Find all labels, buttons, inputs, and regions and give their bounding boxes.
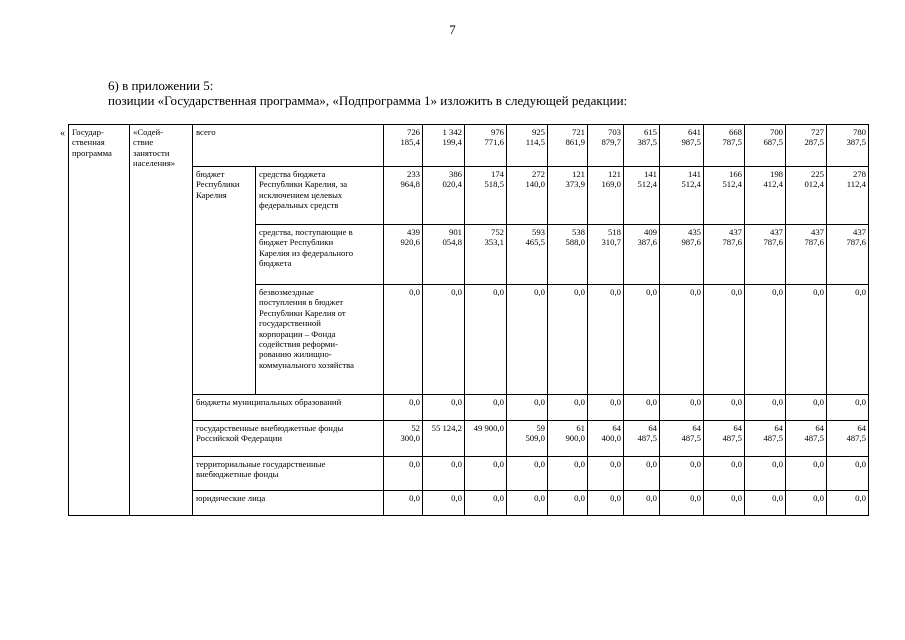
- value-cell: 0,0: [827, 285, 869, 395]
- value-cell: 121 169,0: [588, 167, 624, 225]
- value-cell: 752 353,1: [465, 225, 507, 285]
- value-cell: 409 387,6: [624, 225, 660, 285]
- value-cell: 0,0: [827, 491, 869, 516]
- value-cell: 49 900,0: [465, 421, 507, 457]
- value-cell: 233 964,8: [384, 167, 423, 225]
- value-cell: 0,0: [827, 395, 869, 421]
- value-cell: 0,0: [588, 457, 624, 491]
- intro-line-1: 6) в приложении 5:: [108, 78, 214, 93]
- value-cell: 726 185,4: [384, 125, 423, 167]
- value-cell: 0,0: [588, 395, 624, 421]
- value-cell: 0,0: [507, 285, 548, 395]
- value-cell: 0,0: [704, 395, 745, 421]
- value-cell: 668 787,5: [704, 125, 745, 167]
- value-cell: 64 487,5: [624, 421, 660, 457]
- value-cell: 174 518,5: [465, 167, 507, 225]
- value-cell: 166 512,4: [704, 167, 745, 225]
- value-cell: 64 487,5: [745, 421, 786, 457]
- value-cell: 0,0: [786, 457, 827, 491]
- value-cell: 727 287,5: [786, 125, 827, 167]
- value-cell: 0,0: [423, 285, 465, 395]
- opening-quote-mark: «: [60, 128, 65, 139]
- page-number: 7: [449, 22, 456, 37]
- value-cell: 0,0: [745, 457, 786, 491]
- value-cell: 1 342 199,4: [423, 125, 465, 167]
- value-cell: 0,0: [745, 395, 786, 421]
- value-cell: 925 114,5: [507, 125, 548, 167]
- row-label: средства бюджета Республики Карелия, за исключением целевых федеральных средств: [256, 167, 384, 225]
- value-cell: 0,0: [786, 491, 827, 516]
- value-cell: 0,0: [423, 395, 465, 421]
- row-label: всего: [193, 125, 384, 167]
- value-cell: 0,0: [624, 457, 660, 491]
- value-cell: 64 487,5: [827, 421, 869, 457]
- value-cell: 437 787,6: [827, 225, 869, 285]
- value-cell: 55 124,2: [423, 421, 465, 457]
- intro-text: [108, 78, 627, 108]
- intro-line-2: позиции «Государственная программа», «Подпрограмма 1» изложить в следующей редакции:: [108, 93, 628, 108]
- value-cell: 0,0: [384, 285, 423, 395]
- value-cell: 198 412,4: [745, 167, 786, 225]
- value-cell: 0,0: [660, 395, 704, 421]
- value-cell: 615 387,5: [624, 125, 660, 167]
- value-cell: 0,0: [704, 457, 745, 491]
- program-name-cell: «Содей- ствие занятости населения»: [130, 125, 193, 516]
- value-cell: 0,0: [588, 491, 624, 516]
- value-cell: 64 487,5: [704, 421, 745, 457]
- value-cell: 0,0: [624, 285, 660, 395]
- value-cell: 0,0: [660, 457, 704, 491]
- value-cell: 141 512,4: [660, 167, 704, 225]
- value-cell: 0,0: [507, 491, 548, 516]
- value-cell: 64 487,5: [660, 421, 704, 457]
- value-cell: 0,0: [786, 395, 827, 421]
- value-cell: 225 012,4: [786, 167, 827, 225]
- value-cell: 0,0: [507, 395, 548, 421]
- value-cell: 0,0: [745, 285, 786, 395]
- value-cell: 59 509,0: [507, 421, 548, 457]
- table-row: [69, 125, 869, 167]
- value-cell: 0,0: [548, 285, 588, 395]
- row-label: безвозмездные поступления в бюджет Республики Карелия от государственной корпорации – Фонда содействия реформи- рованию жилищно- коммунального хозяйства: [256, 285, 384, 395]
- value-cell: 0,0: [384, 395, 423, 421]
- value-cell: 0,0: [660, 491, 704, 516]
- value-cell: 0,0: [548, 457, 588, 491]
- value-cell: 52 300,0: [384, 421, 423, 457]
- budget-table: [68, 124, 869, 516]
- value-cell: 437 787,6: [786, 225, 827, 285]
- value-cell: 0,0: [465, 395, 507, 421]
- value-cell: 278 112,4: [827, 167, 869, 225]
- row-label: государственные внебюджетные фонды Российской Федерации: [193, 421, 384, 457]
- value-cell: 0,0: [507, 457, 548, 491]
- value-cell: 0,0: [465, 285, 507, 395]
- value-cell: 0,0: [465, 491, 507, 516]
- value-cell: 121 373,9: [548, 167, 588, 225]
- value-cell: 0,0: [660, 285, 704, 395]
- value-cell: 593 465,5: [507, 225, 548, 285]
- status-cell: Государ- ственная программа: [69, 125, 130, 516]
- value-cell: 437 787,6: [745, 225, 786, 285]
- row-label: юридические лица: [193, 491, 384, 516]
- value-cell: 0,0: [624, 395, 660, 421]
- value-cell: 700 687,5: [745, 125, 786, 167]
- value-cell: 0,0: [745, 491, 786, 516]
- value-cell: 0,0: [548, 491, 588, 516]
- value-cell: 0,0: [624, 491, 660, 516]
- value-cell: 0,0: [704, 491, 745, 516]
- value-cell: 641 987,5: [660, 125, 704, 167]
- value-cell: 0,0: [827, 457, 869, 491]
- value-cell: 141 512,4: [624, 167, 660, 225]
- value-cell: 61 900,0: [548, 421, 588, 457]
- value-cell: 437 787,6: [704, 225, 745, 285]
- value-cell: 64 487,5: [786, 421, 827, 457]
- value-cell: 386 020,4: [423, 167, 465, 225]
- value-cell: 0,0: [588, 285, 624, 395]
- value-cell: 0,0: [384, 457, 423, 491]
- value-cell: 780 387,5: [827, 125, 869, 167]
- value-cell: 538 588,0: [548, 225, 588, 285]
- value-cell: 721 861,9: [548, 125, 588, 167]
- value-cell: 0,0: [704, 285, 745, 395]
- value-cell: 435 987,6: [660, 225, 704, 285]
- value-cell: 0,0: [786, 285, 827, 395]
- budget-rk-cell: бюджет Республики Карелия: [193, 167, 256, 395]
- value-cell: 439 920,6: [384, 225, 423, 285]
- value-cell: 901 054,8: [423, 225, 465, 285]
- value-cell: 0,0: [465, 457, 507, 491]
- row-label: территориальные государственные внебюджетные фонды: [193, 457, 384, 491]
- value-cell: 976 771,6: [465, 125, 507, 167]
- value-cell: 272 140,0: [507, 167, 548, 225]
- row-label: бюджеты муниципальных образований: [193, 395, 384, 421]
- budget-table-body: [69, 125, 869, 516]
- value-cell: 518 310,7: [588, 225, 624, 285]
- value-cell: 0,0: [423, 491, 465, 516]
- value-cell: 0,0: [384, 491, 423, 516]
- value-cell: 0,0: [548, 395, 588, 421]
- value-cell: 703 879,7: [588, 125, 624, 167]
- value-cell: 0,0: [423, 457, 465, 491]
- value-cell: 64 400,0: [588, 421, 624, 457]
- row-label: средства, поступающие в бюджет Республики Карелия из федерального бюджета: [256, 225, 384, 285]
